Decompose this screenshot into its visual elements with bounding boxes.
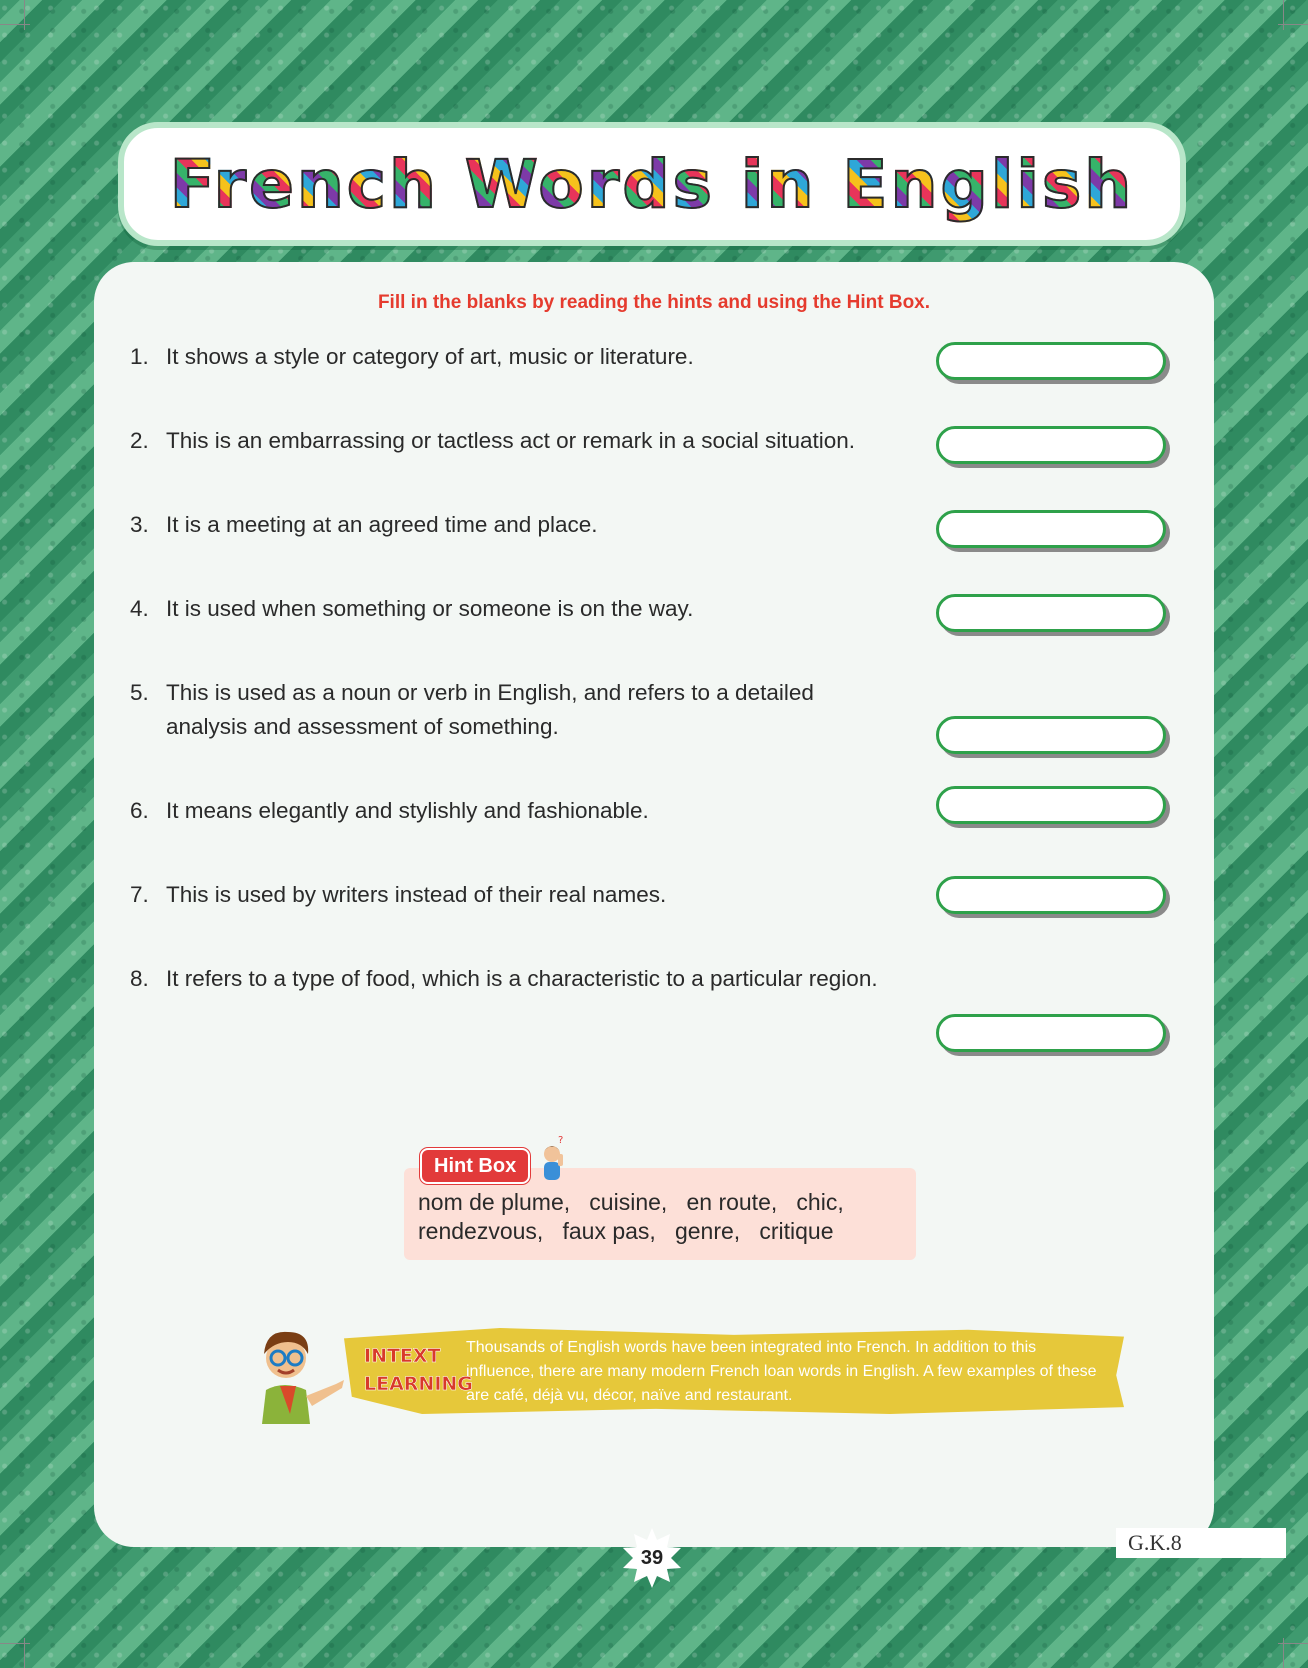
question-item [130, 592, 1030, 626]
page-number: 39 [640, 1547, 664, 1569]
question-text: It means elegantly and stylishly and fashionable. [166, 798, 649, 823]
crop-mark [0, 24, 30, 25]
answer-blank-8[interactable] [936, 1014, 1166, 1052]
intext-label-line: LEARNING [364, 1373, 473, 1395]
intext-label-line: INTEXT [364, 1345, 441, 1367]
question-item [130, 962, 1030, 996]
hint-words [418, 1188, 908, 1246]
answer-blank-2[interactable] [936, 426, 1166, 464]
question-number: 8. [130, 966, 149, 991]
book-code: G.K.8 [1116, 1528, 1286, 1558]
instruction-text: Fill in the blanks by reading the hints and using the Hint Box. [377, 292, 931, 313]
crop-mark [1283, 0, 1284, 30]
thinking-kid-icon [536, 1134, 572, 1182]
question-item [130, 794, 1030, 828]
question-number: 1. [130, 344, 149, 369]
teacher-character-icon [244, 1320, 354, 1424]
question-item [130, 676, 890, 744]
answer-blank-5[interactable] [936, 716, 1166, 754]
question-number: 2. [130, 428, 149, 453]
hint-box [404, 1132, 924, 1282]
answer-blank-7[interactable] [936, 876, 1166, 914]
crop-mark [24, 1638, 25, 1668]
intext-label [364, 1342, 473, 1398]
page-title: French Words in English [169, 145, 1135, 223]
hint-box-label: Hint Box [420, 1148, 530, 1184]
answer-blank-4[interactable] [936, 594, 1166, 632]
question-number: 7. [130, 882, 149, 907]
hint-words-line: nom de plume, cuisine, en route, chic, [418, 1189, 844, 1215]
intext-body: Thousands of English words have been integrated into French. In addition to this influence, there are many modern French loan words in English. A few examples of these are café, déjà vu, décor, naïve and restaurant. [466, 1339, 1097, 1404]
question-text: It is a meeting at an agreed time and place. [166, 512, 598, 537]
question-text: It refers to a type of food, which is a characteristic to a particular region. [166, 966, 878, 991]
question-item [130, 424, 1030, 458]
question-text: This is used as a noun or verb in English, and refers to a detailed analysis and assessment of something. [166, 680, 814, 739]
hint-words-line: rendezvous, faux pas, genre, critique [418, 1218, 834, 1244]
question-number: 6. [130, 798, 149, 823]
question-text: It shows a style or category of art, music or literature. [166, 344, 694, 369]
question-text: This is used by writers instead of their real names. [166, 882, 667, 907]
question-text: This is an embarrassing or tactless act or remark in a social situation. [166, 428, 856, 453]
svg-text:?: ? [558, 1135, 564, 1146]
page-number-badge [620, 1526, 684, 1590]
answer-blank-3[interactable] [936, 510, 1166, 548]
crop-mark [24, 0, 25, 30]
intext-learning [244, 1320, 1134, 1422]
worksheet-panel [94, 262, 1214, 1547]
question-text: It is used when something or someone is on the way. [166, 596, 694, 621]
question-number: 3. [130, 512, 149, 537]
question-item [130, 508, 1030, 542]
crop-mark [1283, 1638, 1284, 1668]
title-banner [118, 122, 1186, 246]
question-number: 4. [130, 596, 149, 621]
question-item [130, 878, 1030, 912]
question-number: 5. [130, 680, 149, 705]
answer-blank-6[interactable] [936, 786, 1166, 824]
question-item [130, 340, 1030, 374]
crop-mark [0, 1643, 30, 1644]
answer-blank-1[interactable] [936, 342, 1166, 380]
